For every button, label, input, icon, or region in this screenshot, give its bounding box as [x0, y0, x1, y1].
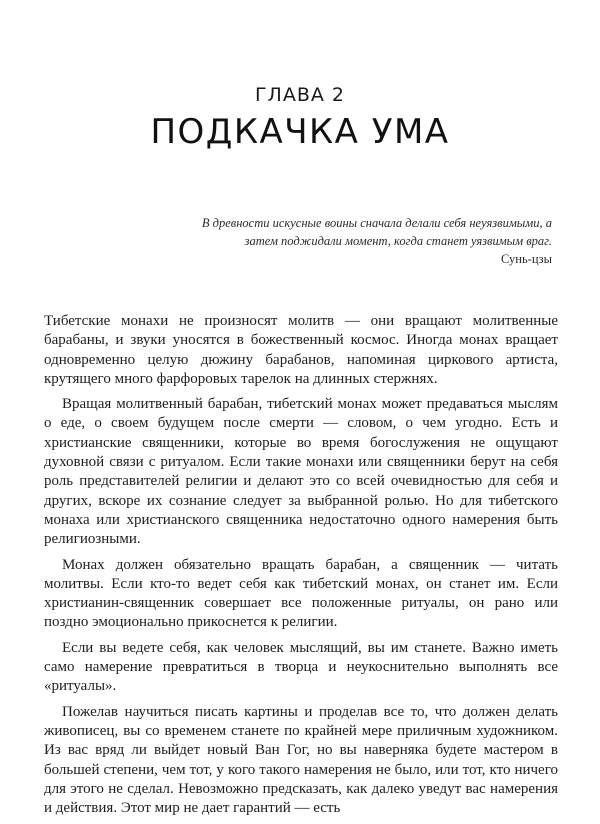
paragraph: Пожелав научиться писать картины и проделав все то, что должен делать живописец, вы со временем станете по крайней мере приличным художником. Из вас вряд ли выйдет новый Ван Гог, но вы наверняка будете мастером в большей степени, чем тот, у кого такого намерения не было, или тот, кто ничего для этого не сделал. Невозможно предсказать, как далеко уведут вас намерения и действия. Этот мир не дает гарантий — есть — [44, 703, 558, 817]
epigraph-author: Сунь-цзы — [500, 252, 552, 266]
paragraph: Вращая молитвенный барабан, тибетский монах может предаваться мыслям о еде, о своем будущем после смерти — словом, о чем угодно. Есть и христианские священники, которые во время богослужения не ощущают духовной связи с ритуалом. Если такие монахи или священники берут на себя роль представителей религии и делают это со всей очевидностью для себя и других, вскоре их сознание следует за выбранной ролью. Но для тибетского монаха или христианского священника недостаточно одного намерения быть религиозными. — [44, 396, 558, 548]
chapter-label: ГЛАВА 2 — [254, 84, 346, 106]
chapter-title: ПОДКАЧКА УМА — [150, 112, 450, 152]
body-text — [44, 312, 558, 824]
paragraph: Тибетские монахи не произносят молитв — они вращают молитвенные барабаны, и звуки уносятся в божественный космос. Иногда монах вращает одновременно целую дюжину барабанов, напоминая циркового артиста, крутящего много фарфоровых тарелок на длинных стержнях. — [44, 313, 558, 387]
paragraph: Если вы ведете себя, как человек мыслящий, вы им станете. Важно иметь само намерение превратиться в творца и неукоснительно выполнять все «ритуалы». — [44, 639, 558, 695]
paragraph: Монах должен обязательно вращать барабан, а священник — читать молитвы. Если кто-то ведет себя как тибетский монах, он станет им. Если христианин-священник совершает все положенные ритуалы, он рано или поздно эмоционально прикоснется к религии. — [44, 556, 558, 631]
epigraph-text: В древности искусные воины сначала делали себя неуязвимыми, а затем поджидали момент, когда станет уязвимым враг. — [201, 216, 552, 248]
